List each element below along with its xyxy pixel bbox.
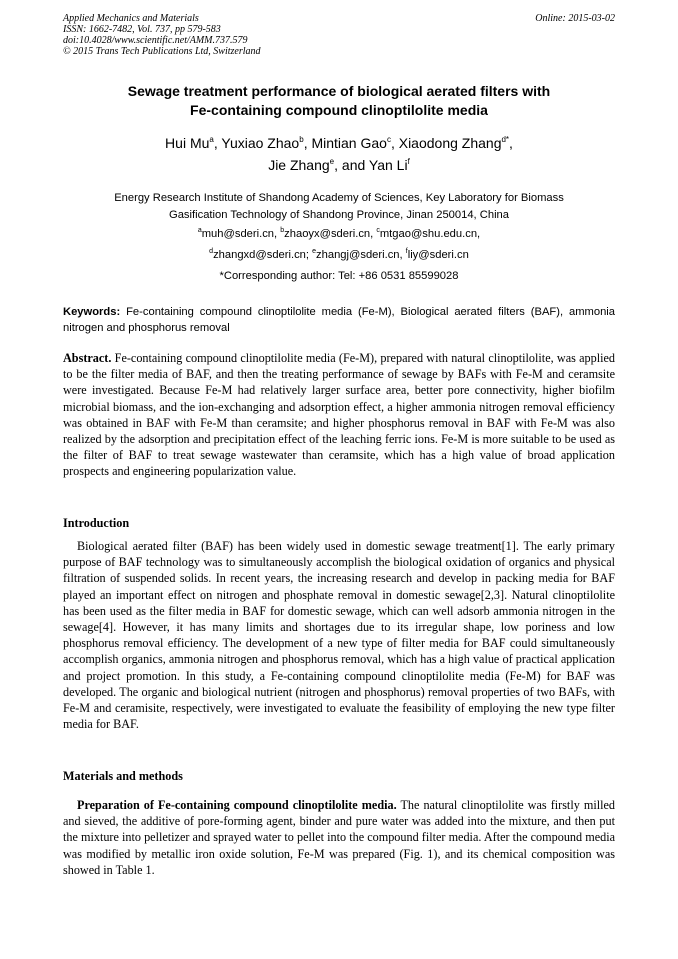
- methods-heading: Materials and methods: [63, 769, 183, 783]
- author-line-2: [60, 154, 618, 176]
- email-address: liy@sderi.cn: [407, 249, 469, 261]
- author-sup: b: [299, 135, 304, 144]
- author-name: Jie Zhang: [268, 157, 330, 173]
- email-sup: b: [280, 227, 285, 234]
- email-address: zhangxd@sderi.cn;: [213, 249, 313, 261]
- email-line-1: [60, 224, 618, 245]
- title-line-1: Sewage treatment performance of biological aerated filters with: [127, 83, 551, 99]
- email-address: muh@sderi.cn,: [201, 228, 281, 240]
- email-sup: d: [209, 248, 214, 255]
- preparation-text: The natural clinoptilolite was firstly milled and sieved, the additive of pore-forming agent, binder and pure water was added into the mixture, and then put the mixture into pelletizer and sprayed water to pellet into the compound filter media. After the compound media was modified by metallic iron oxide solution, Fe-M was prepared (Fig. 1), and its chemical composition was showed in Table 1.: [63, 798, 615, 877]
- author-sup: f: [407, 157, 410, 166]
- author-sup: a: [209, 135, 214, 144]
- email-list: [60, 224, 618, 287]
- email-sup: e: [312, 248, 317, 255]
- title-line-2: Fe-containing compound clinoptilolite media: [190, 102, 488, 118]
- doi-line: doi:10.4028/www.scientific.net/AMM.737.579: [63, 35, 248, 46]
- keywords-text: Fe-containing compound clinoptilolite media (Fe-M), Biological aerated filters (BAF), ammonia nitrogen and phosphorus removal: [63, 306, 615, 334]
- introduction-heading: Introduction: [63, 516, 130, 530]
- keywords: [63, 304, 615, 336]
- email-address: zhaoyx@sderi.cn,: [284, 228, 377, 240]
- preparation-paragraph: [63, 797, 615, 878]
- paper-title: [60, 82, 618, 120]
- affiliation: [60, 190, 618, 224]
- author-name: , Mintian Gao: [303, 135, 387, 151]
- email-sup: a: [197, 227, 202, 234]
- keywords-label: Keywords:: [63, 306, 121, 318]
- author-list: [60, 132, 618, 176]
- corresponding-author: *Corresponding author: Tel: +86 0531 85599028: [219, 270, 459, 282]
- author-name: , and Yan Li: [334, 157, 408, 173]
- preparation-label: Preparation of Fe-containing compound clinoptilolite media.: [77, 798, 397, 812]
- author-sup: e: [329, 157, 335, 166]
- affiliation-line-2: Gasification Technology of Shandong Province, Jinan 250014, China: [169, 209, 509, 221]
- email-address: zhangj@sderi.cn,: [316, 249, 406, 261]
- issn-line: ISSN: 1662-7482, Vol. 737, pp 579-583: [63, 24, 221, 35]
- email-sup: f: [405, 248, 408, 255]
- author-sup: d*: [501, 135, 510, 144]
- email-address: mtgao@shu.edu.cn,: [379, 228, 481, 240]
- author-line-1: [60, 132, 618, 154]
- abstract: [63, 350, 615, 480]
- author-name: , Yuxiao Zhao: [213, 135, 300, 151]
- introduction-paragraph: Biological aerated filter (BAF) has been widely used in domestic sewage treatment[1]. The early primary purpose of BAF technology was to simultaneously accomplish the biological oxidation of organics and physical filtration of suspended solids. In recent years, the increasing research and develop in packing media for BAF played an important effect on nitrogen and phosphate removal in domestic sewage[2,3]. Natural clinoptilolite has been used as the filter media in BAF for domestic sewage, which can well adsorb ammonia nitrogen in the sewage[4]. However, it has many limits and shortages due to its irregular shape, low poriness and low phosphorus removal efficiency. The development of a new type of filter media for BAF could simultaneously accomplish organics, ammonia nitrogen and phosphorus removal, which has a high value of practical application and project promotion. In this study, a Fe-containing compound clinoptilolite media (Fe-M) for BAF was developed. The organic and biological nutrient (nitrogen and phosphorus) removal properties of two BAFs, with Fe-M and ceramisite, respectively, were investigated to evaluate the feasibility of employing the new type filter media for BAF.: [63, 539, 615, 732]
- email-line-2: [60, 245, 618, 266]
- copyright-line: © 2015 Trans Tech Publications Ltd, Switzerland: [63, 46, 261, 57]
- author-name: , Xiaodong Zhang: [390, 135, 502, 151]
- author-sup: c: [386, 135, 391, 144]
- email-sup: c: [376, 227, 380, 234]
- journal-header: [63, 13, 615, 57]
- author-sep: ,: [509, 135, 513, 151]
- affiliation-line-1: Energy Research Institute of Shandong Academy of Sciences, Key Laboratory for Biomass: [114, 192, 564, 204]
- online-date: Online: 2015-03-02: [535, 13, 615, 24]
- author-name: Hui Mu: [165, 135, 210, 151]
- abstract-text: Fe-containing compound clinoptilolite media (Fe-M), prepared with natural clinoptilolite, was applied to be the filter media of BAF, and then the treating performance of sewage by BAFs with Fe-M and ceramsite were investigated. Because Fe-M had relatively larger surface area, better pore connectivity, higher biofilm microbial biomass, and the ion-exchanging and adsorption effect, a higher ammonia nitrogen removal efficiency was obtained in BAF with Fe-M than ceramsite; and higher phosphorus removal in BAF with Fe-M was also realized by the adsorption and precipitation effect of the leaching ferric ions. Fe-M is more suitable to be used as the filter of BAF to treat sewage wastewater than ceramsite, which has a high value of broad application prospects and engineering popularization value.: [63, 351, 615, 479]
- journal-name: Applied Mechanics and Materials: [63, 13, 199, 24]
- abstract-label: Abstract.: [63, 351, 112, 365]
